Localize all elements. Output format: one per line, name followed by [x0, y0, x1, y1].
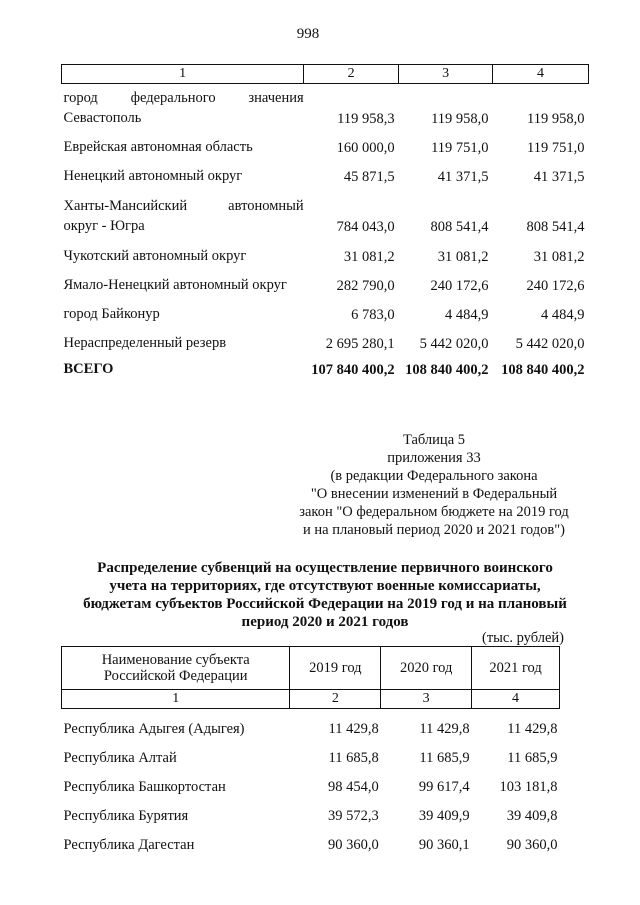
annotation-line: (в редакции Федерального закона [330, 468, 538, 484]
header-year-2020: 2020 год [381, 647, 472, 690]
table-row [62, 236, 589, 266]
total-2021: 108 840 400,2 [501, 361, 585, 378]
region-name: Ханты-Мансийский автономный округ - Югра [63, 197, 304, 234]
value-2021: 5 442 020,0 [515, 335, 585, 352]
value-2019: 2 695 280,1 [325, 335, 395, 352]
document-title [60, 559, 590, 631]
value-2020: 11 685,9 [419, 750, 470, 766]
page-number: 998 [296, 26, 320, 42]
table-row [62, 266, 589, 295]
region-name: Республика Бурятия [63, 808, 189, 824]
value-2021: 119 751,0 [527, 139, 585, 156]
header-year-2021: 2021 год [472, 647, 560, 690]
value-2020: 41 371,5 [437, 168, 489, 185]
value-2020: 5 442 020,0 [419, 335, 489, 352]
column-number-1: 1 [62, 65, 304, 84]
value-2021: 119 958,0 [527, 110, 585, 127]
annotation-line: "О внесении изменений в Федеральный [310, 486, 558, 502]
value-2019: 90 360,0 [328, 837, 379, 853]
region-name: город федерального значения Севастополь [63, 89, 304, 126]
column-numbers-row [62, 690, 560, 709]
table-row [62, 738, 560, 767]
column-number-3: 3 [399, 65, 493, 84]
value-2021: 31 081,2 [533, 248, 585, 265]
value-2020: 808 541,4 [430, 218, 489, 235]
region-name: Республика Башкортостан [63, 779, 226, 795]
table-row [62, 84, 589, 128]
title-line: период 2020 и 2021 годов [241, 614, 409, 630]
value-2021: 90 360,0 [506, 837, 558, 853]
value-2020: 119 958,0 [431, 110, 489, 127]
region-name: Нераспределенный резерв [63, 334, 227, 351]
value-2019: 11 429,8 [328, 721, 379, 737]
table-row [62, 796, 560, 825]
value-2020: 119 751,0 [431, 139, 489, 156]
table-row [62, 324, 589, 353]
table-row [62, 825, 560, 854]
value-2020: 90 360,1 [418, 837, 470, 853]
column-number-3: 3 [381, 690, 472, 709]
title-line: учета на территориях, где отсутствуют военные комиссариаты, [109, 578, 541, 594]
value-2021: 4 484,9 [541, 306, 585, 323]
title-line: Распределение субвенций на осуществление первичного воинского [97, 560, 553, 576]
annotation-line: и на плановый период 2020 и 2021 годов") [303, 522, 565, 538]
value-2021: 11 429,8 [507, 721, 558, 737]
value-2020: 240 172,6 [430, 277, 489, 294]
value-2020: 31 081,2 [437, 248, 489, 265]
value-2021: 808 541,4 [526, 218, 585, 235]
value-2019: 119 958,3 [337, 110, 395, 127]
table-header-row [62, 65, 589, 84]
total-row [62, 353, 589, 379]
value-2021: 240 172,6 [526, 277, 585, 294]
subventions-table [61, 646, 560, 854]
continuation-table [61, 64, 589, 379]
value-2019: 160 000,0 [336, 139, 395, 156]
value-2020: 4 484,9 [445, 306, 489, 323]
value-2019: 6 783,0 [351, 306, 395, 323]
region-name: Чукотский автономный округ [63, 247, 247, 264]
header-region-name: Наименование субъекта Российской Федерации [62, 647, 290, 690]
region-name: Республика Алтай [63, 750, 177, 766]
value-2020: 99 617,4 [418, 779, 470, 795]
value-2019: 31 081,2 [343, 248, 395, 265]
annotation-line: закон "О федеральном бюджете на 2019 год [299, 504, 569, 520]
table-row [62, 767, 560, 796]
table-row [62, 186, 589, 236]
value-2021: 103 181,8 [499, 779, 558, 795]
annotation-line: Таблица 5 [402, 432, 465, 448]
value-2021: 41 371,5 [533, 168, 585, 185]
title-line: бюджетам субъектов Российской Федерации на 2019 год и на плановый [83, 596, 567, 612]
region-name: Республика Дагестан [63, 837, 195, 853]
value-2019: 98 454,0 [328, 779, 379, 795]
table-row [62, 128, 589, 157]
table-row [62, 157, 589, 186]
table-row [62, 295, 589, 324]
value-2021: 39 409,8 [506, 808, 558, 824]
units-label: (тыс. рублей) [482, 630, 564, 646]
total-label: ВСЕГО [63, 360, 114, 377]
column-number-2: 2 [290, 690, 381, 709]
value-2021: 11 685,9 [507, 750, 558, 766]
region-name: Ямало-Ненецкий автономный округ [63, 276, 287, 293]
value-2019: 45 871,5 [343, 168, 395, 185]
value-2019: 282 790,0 [336, 277, 395, 294]
value-2020: 39 409,9 [418, 808, 470, 824]
total-2019: 107 840 400,2 [311, 361, 395, 378]
value-2020: 11 429,8 [419, 721, 470, 737]
header-year-2019: 2019 год [290, 647, 381, 690]
value-2019: 784 043,0 [336, 218, 395, 235]
column-number-4: 4 [472, 690, 560, 709]
column-number-4: 4 [493, 65, 589, 84]
region-name: Республика Адыгея (Адыгея) [63, 721, 245, 737]
table-annotation [268, 431, 600, 539]
column-number-1: 1 [62, 690, 290, 709]
annotation-line: приложения 33 [387, 450, 481, 466]
total-2020: 108 840 400,2 [405, 361, 489, 378]
table-header-row [62, 647, 560, 690]
region-name: город Байконур [63, 305, 160, 322]
region-name: Ненецкий автономный округ [63, 167, 243, 184]
table-row [62, 709, 560, 739]
value-2019: 11 685,8 [328, 750, 379, 766]
region-name: Еврейская автономная область [63, 138, 253, 155]
column-number-2: 2 [304, 65, 399, 84]
value-2019: 39 572,3 [328, 808, 379, 824]
